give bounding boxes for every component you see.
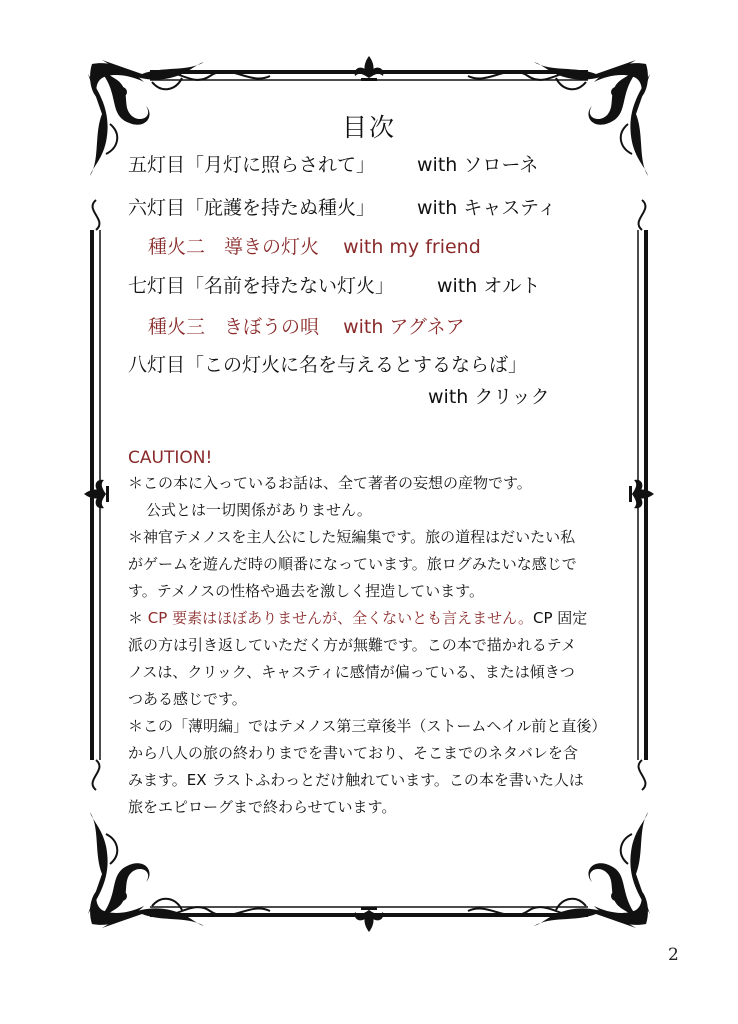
toc-entry xyxy=(128,152,539,178)
caution-line: 公式とは一切関係がありません。 xyxy=(146,501,372,519)
toc-entry-with: with ソローネ xyxy=(417,154,539,176)
caution-line: ＊この本に入っているお話は、全て著者の妄想の産物です。 xyxy=(128,474,532,492)
caution-line: ノスは、クリック、キャスティに感情が偏っている、または傾きつ xyxy=(128,663,575,681)
caution-line: ＊この「薄明編」ではテメノス第三章後半（ストームヘイル前と直後） xyxy=(128,717,607,735)
toc-entry-title: 八灯目「この灯火に名を与えるとするならば」 xyxy=(128,354,528,376)
caution-cp-warning: CP 要素はほぼありませんが、全くないとも言えません。 xyxy=(147,609,533,627)
toc-subentry xyxy=(148,314,465,340)
toc-entry-title: 六灯目「庇護を持たぬ種火」 xyxy=(128,197,376,219)
caution-line: がゲームを遊んだ時の順番になっています。旅ログみたいな感じで xyxy=(128,555,577,573)
caution-heading: CAUTION! xyxy=(128,448,213,468)
toc-entry-with-continued xyxy=(428,384,550,410)
caution-cp-fixed: CP 固定 xyxy=(532,609,588,627)
toc-entry xyxy=(128,273,541,299)
caution-line: 派の方は引き返していただく方が無難です。この本で描かれるテメ xyxy=(128,636,577,654)
toc-entry-with: with my friend xyxy=(343,236,481,258)
caution-line: つある感じです。 xyxy=(128,690,247,708)
caution-line: ＊神官テメノスを主人公にした短編集です。旅の道程はだいたい私 xyxy=(128,528,576,546)
toc-entry-with: with アグネア xyxy=(343,316,465,338)
caution-bullet: ＊ xyxy=(128,609,148,627)
caution-line xyxy=(128,605,648,632)
toc-subentry xyxy=(148,234,481,260)
toc-entry-with: with クリック xyxy=(428,386,550,408)
caution-line: 旅をエピローグまで終わらせています。 xyxy=(128,798,397,816)
caution-line: から八人の旅の終わりまでを書いており、そこまでのネタバレを含 xyxy=(128,744,578,762)
toc-entry-with: with キャスティ xyxy=(417,197,557,219)
caution-line: みます。EX ラストふわっとだけ触れています。この本を書いた人は xyxy=(128,771,584,789)
toc-entry-title: 七灯目「名前を持たない灯火」 xyxy=(128,275,395,297)
caution-line: す。テメノスの性格や過去を激しく捏造しています。 xyxy=(128,582,484,600)
toc-entry-with: with オルト xyxy=(437,275,541,297)
toc-entry-title: 種火二 導きの灯火 xyxy=(148,236,320,258)
caution-notes xyxy=(128,470,648,821)
toc-entry-title: 種火三 きぼうの唄 xyxy=(148,316,320,338)
toc-entry xyxy=(128,352,527,378)
toc-entry xyxy=(128,195,557,221)
toc-title: 目次 xyxy=(341,113,396,142)
toc-entry-title: 五灯目「月灯に照らされて」 xyxy=(128,154,376,176)
page-number: 2 xyxy=(668,945,679,965)
